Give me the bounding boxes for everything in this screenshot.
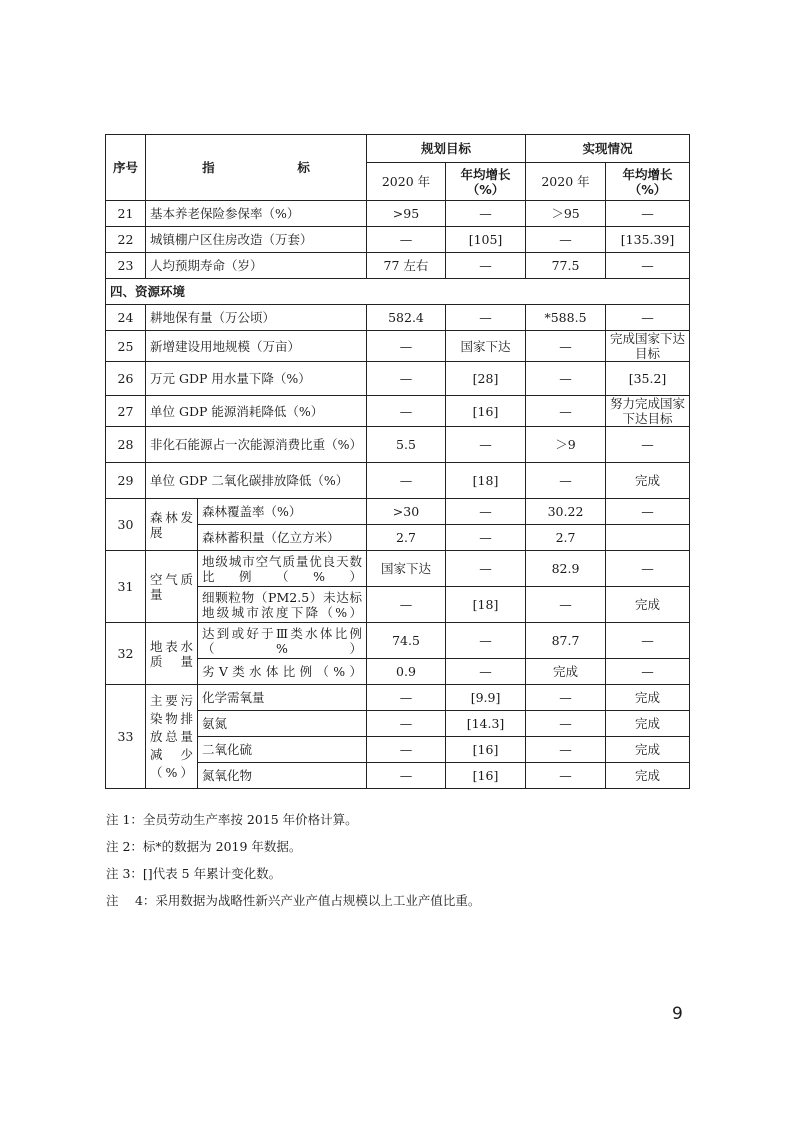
section-row xyxy=(106,279,690,305)
row-number: 25 xyxy=(106,331,146,362)
sub-indicator-name: 细颗粒物（PM2.5）未达标地级城市浓度下降（%） xyxy=(198,587,367,623)
actual-2020-value: — xyxy=(526,463,606,499)
indicator-name: 非化石能源占一次能源消费比重（%） xyxy=(146,427,367,463)
plan-growth-value: — xyxy=(446,427,526,463)
indicator-group-name: 森林发展 xyxy=(146,499,198,551)
actual-2020-value: 82.9 xyxy=(526,551,606,587)
header-indicator-2: 标 xyxy=(297,160,310,175)
actual-2020-value: — xyxy=(526,227,606,253)
sub-indicator-name: 氮氧化物 xyxy=(198,763,367,789)
row-number: 30 xyxy=(106,499,146,551)
actual-2020-value: — xyxy=(526,396,606,427)
indicator-name: 万元 GDP 用水量下降（%） xyxy=(146,362,367,396)
header-actual-group: 实现情况 xyxy=(526,135,690,163)
plan-growth-value: [14.3] xyxy=(446,711,526,737)
actual-growth-value: 完成 xyxy=(606,711,690,737)
plan-2020-value: — xyxy=(367,396,446,427)
plan-2020-value: 582.4 xyxy=(367,305,446,331)
plan-growth-value: — xyxy=(446,499,526,525)
indicator-name: 人均预期寿命（岁） xyxy=(146,253,367,279)
actual-2020-value: — xyxy=(526,362,606,396)
sub-indicator-name: 达到或好于Ⅲ类水体比例（%） xyxy=(198,623,367,659)
plan-2020-value: >95 xyxy=(367,201,446,227)
actual-growth-value: 完成 xyxy=(606,463,690,499)
actual-2020-value: 2.7 xyxy=(526,525,606,551)
section-title: 四、资源环境 xyxy=(106,279,690,305)
plan-2020-value: 2.7 xyxy=(367,525,446,551)
plan-growth-value: — xyxy=(446,201,526,227)
actual-2020-value: — xyxy=(526,763,606,789)
actual-growth-value: 努力完成国家下达目标 xyxy=(606,396,690,427)
plan-growth-value: — xyxy=(446,659,526,685)
table-row xyxy=(106,463,690,499)
table-row xyxy=(106,623,690,659)
indicator-group-name: 主要污染物排放总量减少（%） xyxy=(146,685,198,789)
indicator-name: 城镇棚户区住房改造（万套） xyxy=(146,227,367,253)
header-indicator xyxy=(146,135,367,201)
row-number: 23 xyxy=(106,253,146,279)
row-number: 29 xyxy=(106,463,146,499)
plan-growth-value: [105] xyxy=(446,227,526,253)
indicator-name: 单位 GDP 能源消耗降低（%） xyxy=(146,396,367,427)
indicator-name: 基本养老保险参保率（%） xyxy=(146,201,367,227)
actual-growth-value: — xyxy=(606,305,690,331)
table-row xyxy=(106,396,690,427)
plan-2020-value: — xyxy=(367,331,446,362)
plan-2020-value: 77 左右 xyxy=(367,253,446,279)
actual-growth-value: — xyxy=(606,499,690,525)
row-number: 24 xyxy=(106,305,146,331)
sub-indicator-name: 二氧化硫 xyxy=(198,737,367,763)
note-4: 注 4：采用数据为战略性新兴产业产值占规模以上工业产值比重。 xyxy=(106,893,481,908)
plan-growth-value: [18] xyxy=(446,463,526,499)
plan-2020-value: 74.5 xyxy=(367,623,446,659)
actual-growth-value: 完成 xyxy=(606,737,690,763)
header-plan-year: 2020 年 xyxy=(367,163,446,201)
actual-growth-value: [35.2] xyxy=(606,362,690,396)
actual-growth-value: 完成 xyxy=(606,685,690,711)
header-indicator-1: 指 xyxy=(202,160,215,175)
notes xyxy=(106,806,706,914)
actual-2020-value: — xyxy=(526,685,606,711)
plan-growth-value: 国家下达 xyxy=(446,331,526,362)
plan-2020-value: >30 xyxy=(367,499,446,525)
plan-growth-value: [18] xyxy=(446,587,526,623)
plan-growth-value: — xyxy=(446,623,526,659)
actual-growth-value: — xyxy=(606,427,690,463)
actual-2020-value: ＞95 xyxy=(526,201,606,227)
plan-2020-value: — xyxy=(367,227,446,253)
table-row xyxy=(106,685,690,711)
table-row xyxy=(106,427,690,463)
plan-growth-value: [28] xyxy=(446,362,526,396)
actual-growth-value: — xyxy=(606,551,690,587)
plan-2020-value: — xyxy=(367,587,446,623)
plan-growth-value: [16] xyxy=(446,737,526,763)
indicator-name: 耕地保有量（万公顷） xyxy=(146,305,367,331)
indicator-group-name: 地表水质量 xyxy=(146,623,198,685)
plan-2020-value: 5.5 xyxy=(367,427,446,463)
indicator-name: 新增建设用地规模（万亩） xyxy=(146,331,367,362)
actual-2020-value: — xyxy=(526,711,606,737)
indicator-group-name: 空气质量 xyxy=(146,551,198,623)
plan-2020-value: — xyxy=(367,763,446,789)
note-3: 注 3：[]代表 5 年累计变化数。 xyxy=(106,866,282,881)
actual-2020-value: 完成 xyxy=(526,659,606,685)
plan-2020-value: — xyxy=(367,711,446,737)
row-number: 27 xyxy=(106,396,146,427)
plan-2020-value: 国家下达 xyxy=(367,551,446,587)
plan-2020-value: — xyxy=(367,737,446,763)
plan-growth-value: [16] xyxy=(446,396,526,427)
plan-2020-value: — xyxy=(367,463,446,499)
sub-indicator-name: 地级城市空气质量优良天数比例（%） xyxy=(198,551,367,587)
plan-growth-value: [16] xyxy=(446,763,526,789)
page-number: 9 xyxy=(672,1004,683,1024)
actual-2020-value: 77.5 xyxy=(526,253,606,279)
table-row xyxy=(106,253,690,279)
actual-growth-value: 完成国家下达目标 xyxy=(606,331,690,362)
actual-growth-value: [135.39] xyxy=(606,227,690,253)
row-number: 22 xyxy=(106,227,146,253)
plan-growth-value: [9.9] xyxy=(446,685,526,711)
plan-2020-value: 0.9 xyxy=(367,659,446,685)
actual-2020-value: — xyxy=(526,587,606,623)
actual-growth-value xyxy=(606,525,690,551)
actual-growth-value: — xyxy=(606,659,690,685)
actual-2020-value: — xyxy=(526,737,606,763)
table-row xyxy=(106,331,690,362)
sub-indicator-name: 劣Ⅴ类水体比例（%） xyxy=(198,659,367,685)
table-row xyxy=(106,201,690,227)
actual-2020-value: 87.7 xyxy=(526,623,606,659)
actual-growth-value: — xyxy=(606,253,690,279)
plan-2020-value: — xyxy=(367,362,446,396)
header-actual-year: 2020 年 xyxy=(526,163,606,201)
actual-2020-value: 30.22 xyxy=(526,499,606,525)
actual-2020-value: *588.5 xyxy=(526,305,606,331)
plan-growth-value: — xyxy=(446,253,526,279)
table-body xyxy=(106,135,690,789)
indicator-table xyxy=(105,134,690,789)
note-1: 注 1：全员劳动生产率按 2015 年价格计算。 xyxy=(106,812,358,827)
table-row xyxy=(106,362,690,396)
actual-2020-value: ＞9 xyxy=(526,427,606,463)
header-plan-group: 规划目标 xyxy=(367,135,526,163)
plan-growth-value: — xyxy=(446,525,526,551)
actual-growth-value: — xyxy=(606,623,690,659)
table-row xyxy=(106,305,690,331)
header-actual-growth: 年均增长（%） xyxy=(606,163,690,201)
row-number: 21 xyxy=(106,201,146,227)
note-2: 注 2：标*的数据为 2019 年数据。 xyxy=(106,839,302,854)
header-no: 序号 xyxy=(106,135,146,201)
plan-growth-value: — xyxy=(446,305,526,331)
table-row xyxy=(106,227,690,253)
plan-growth-value: — xyxy=(446,551,526,587)
sub-indicator-name: 森林覆盖率（%） xyxy=(198,499,367,525)
header-plan-growth: 年均增长（%） xyxy=(446,163,526,201)
row-number: 32 xyxy=(106,623,146,685)
row-number: 31 xyxy=(106,551,146,623)
row-number: 33 xyxy=(106,685,146,789)
actual-growth-value: 完成 xyxy=(606,763,690,789)
indicator-name: 单位 GDP 二氧化碳排放降低（%） xyxy=(146,463,367,499)
sub-indicator-name: 化学需氧量 xyxy=(198,685,367,711)
table-row xyxy=(106,499,690,525)
actual-2020-value: — xyxy=(526,331,606,362)
row-number: 28 xyxy=(106,427,146,463)
row-number: 26 xyxy=(106,362,146,396)
plan-2020-value: — xyxy=(367,685,446,711)
sub-indicator-name: 氨氮 xyxy=(198,711,367,737)
actual-growth-value: 完成 xyxy=(606,587,690,623)
sub-indicator-name: 森林蓄积量（亿立方米） xyxy=(198,525,367,551)
table-row xyxy=(106,551,690,587)
actual-growth-value: — xyxy=(606,201,690,227)
